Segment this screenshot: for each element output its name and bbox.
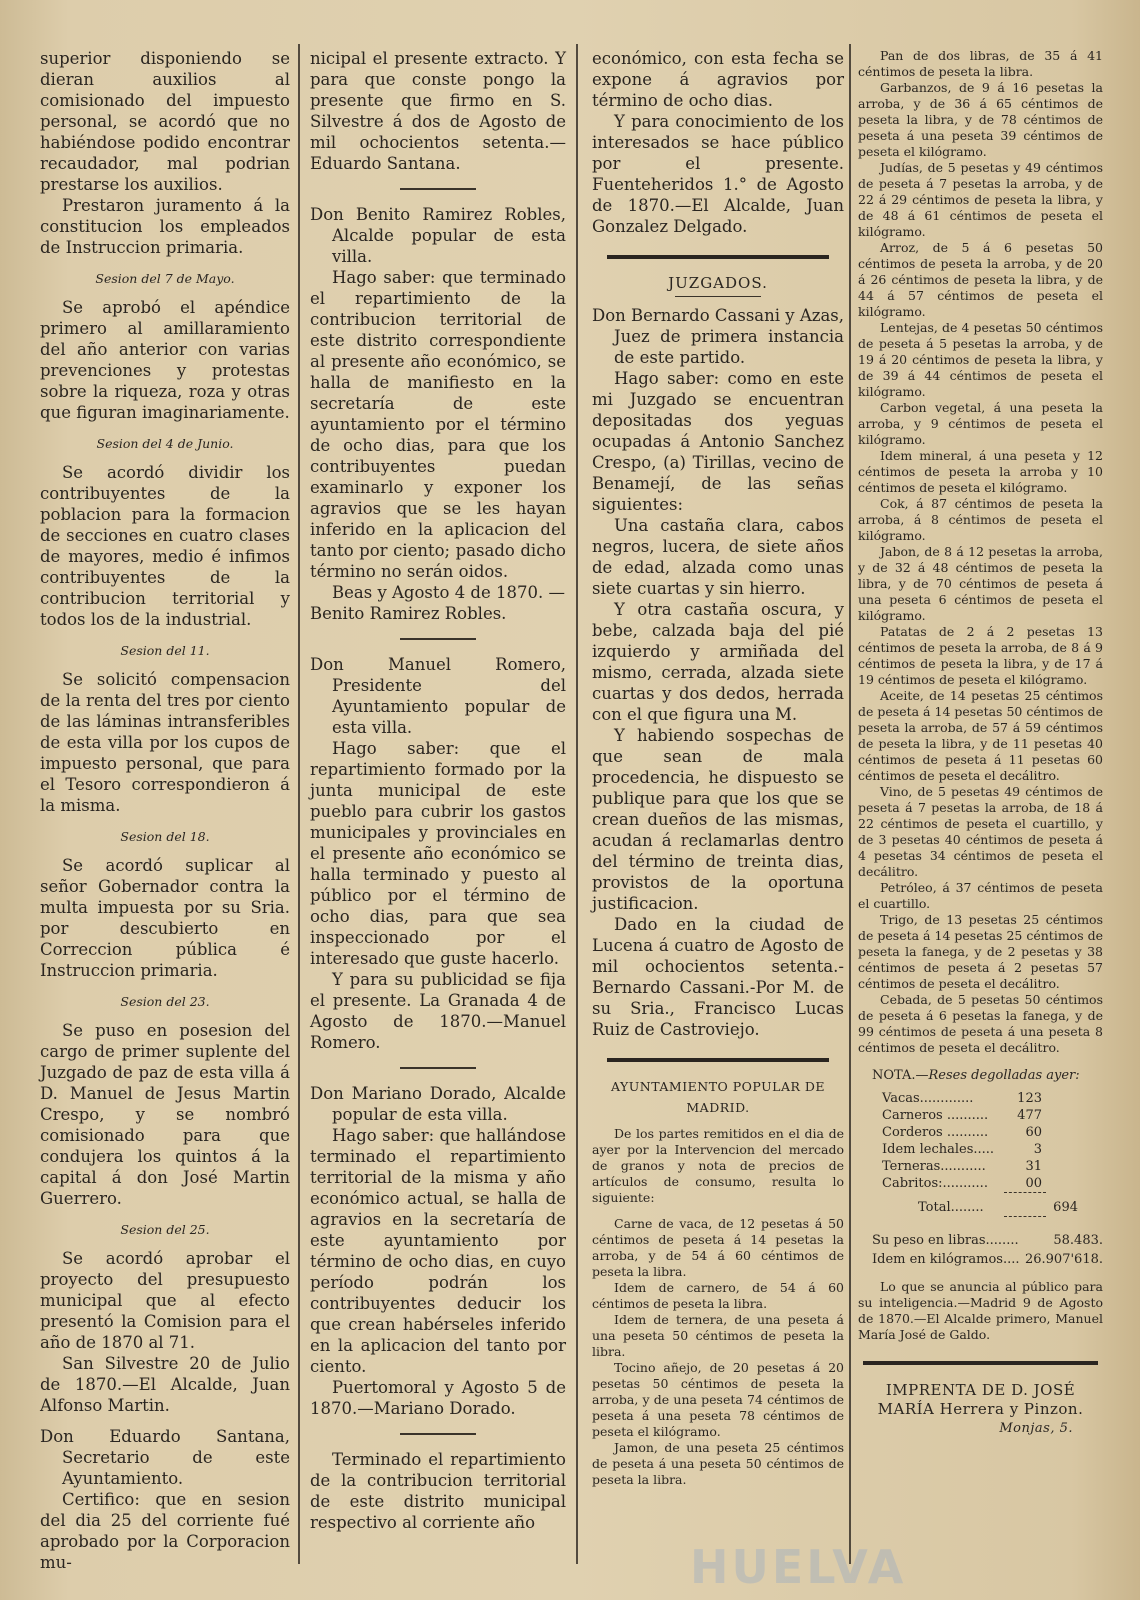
price-item: Arroz, de 5 á 6 pesetas 50 céntimos de peseta la arroba, y de 20 á 26 céntimos de peseta la libra, y de 44 á 57 céntimos de peseta el kilógramo. <box>858 240 1103 319</box>
separator-rule <box>607 255 829 259</box>
total-row: Total........ 694 <box>918 1200 1078 1215</box>
paragraph: Certifico: que en sesion del dia 25 del corriente fué aprobado por la Corporacion mu- <box>40 1490 290 1572</box>
notice-heading: Don Benito Ramirez Robles, Alcalde popular de esta villa. <box>310 205 566 266</box>
paragraph: Prestaron juramento á la constitucion los empleados de Instruccion primaria. <box>40 196 290 257</box>
signature: Beas y Agosto 4 de 1870. —Benito Ramirez Robles. <box>310 583 565 623</box>
table-row: Carneros .......... 477 <box>882 1108 1042 1123</box>
notice-heading: Don Bernardo Cassani y Azas, Juez de primera instancia de este partido. <box>592 306 845 367</box>
notice-heading: Don Mariano Dorado, Alcalde popular de esta villa. <box>310 1084 566 1124</box>
paragraph: Se solicitó compensacion de la renta del tres por ciento de las láminas intransferibles de esta villa por los cupos de impuesto personal, que para el Tesoro correspondieron á la misma. <box>40 670 290 815</box>
paragraph: Dado en la ciudad de Lucena á cuatro de Agosto de mil ochocientos setenta.-Bernardo Cassani.-Por M. de su Sria., Francisco Lucas Ruiz de Castroviejo. <box>592 915 844 1039</box>
price-item: Cok, á 87 céntimos de peseta la arroba, á 8 céntimos de peseta el kilógramo. <box>858 496 1103 543</box>
section-heading <box>592 1076 844 1118</box>
paragraph: Se acordó aprobar el proyecto del presupuesto municipal que al efecto presentó la Comision para el año de 1870 al 71. <box>40 1249 290 1352</box>
price-item: Tocino añejo, de 20 pesetas á 20 pesetas 50 céntimos de peseta la arroba, y de una peseta 74 céntimos de peseta á una peseta 78 céntimos de peseta el kilógramo. <box>592 1360 844 1439</box>
separator-rule <box>675 296 761 297</box>
archive-watermark: HUELVA <box>690 1540 907 1594</box>
price-item: Pan de dos libras, de 35 á 41 céntimos de peseta la libra. <box>858 48 1103 79</box>
table-row: Idem lechales..... 3 <box>882 1142 1042 1157</box>
paragraph: Se aprobó el apéndice primero al amillaramiento del año anterior con varias prevenciones y protestas sobre la riqueza, roza y otras que figuran imaginariamente. <box>40 298 290 422</box>
column-3 <box>592 48 844 1558</box>
separator-rule <box>863 1361 1098 1365</box>
session-heading: Sesion del 11. <box>120 643 210 658</box>
column-divider <box>849 44 851 1564</box>
separator-rule <box>400 188 477 190</box>
weight-row <box>858 1250 1103 1269</box>
weight-label: Su peso en libras........ <box>872 1233 1019 1248</box>
session-heading: Sesion del 4 de Junio. <box>96 436 234 451</box>
paragraph: Y habiendo sospechas de que sean de mala procedencia, he dispuesto se publique para que los que se crean dueños de las mismas, acudan á reclamarlas dentro del término de treinta dias, provistos de la oportuna justificacion. <box>592 726 844 913</box>
price-item: Judías, de 5 pesetas y 49 céntimos de peseta á 7 pesetas la arroba, y de 22 á 29 céntimos de peseta la libra, y de 48 á 61 céntimos de peseta el kilógramo. <box>858 160 1103 239</box>
weight-row <box>858 1231 1103 1250</box>
price-item: Aceite, de 14 pesetas 25 céntimos de peseta á 14 pesetas 50 céntimos de peseta la arroba, de 57 á 59 céntimos de peseta la libra, y de 11 pesetas 40 céntimos de peseta á 11 pesetas 60 céntimos de peseta el decálitro. <box>858 688 1103 783</box>
paragraph: Hago saber: que terminado el repartimiento de la contribucion territorial de este distrito correspondiente al presente año económico, se halla de manifiesto en la secretaría de este ayuntamiento por el término de ocho dias, para que los contribuyentes puedan examinarlo y exponer los agravios que se les hayan inferido en la aplicacion del tanto por ciento; pasado dicho término no serán oidos. <box>310 268 566 581</box>
paragraph: Y para conocimiento de los interesados se hace público por el presente. Fuenteheridos 1.° de Agosto de 1870.—El Alcalde, Juan Gonzalez Delgado. <box>592 112 844 236</box>
price-item: Idem mineral, á una peseta y 12 céntimos de peseta la arroba y 10 céntimos de peseta el kilógramo. <box>858 448 1103 495</box>
paragraph: Terminado el repartimiento de la contribucion territorial de este distrito municipal respectivo al corriente año <box>310 1450 566 1532</box>
closing-paragraph: Lo que se anuncia al público para su inteligencia.—Madrid 9 de Agosto de 1870.—El Alcalde primero, Manuel María José de Galdo. <box>858 1279 1103 1342</box>
paragraph: nicipal el presente extracto. Y para que conste pongo la presente que firmo en S. Silvestre á dos de Agosto de mil ochocientos setenta.—Eduardo Santana. <box>310 49 566 173</box>
price-item: Vino, de 5 pesetas 49 céntimos de peseta á 7 pesetas la arroba, de 18 á 22 céntimos de peseta el cuartillo, y de 3 pesetas 40 céntimos de peseta á 4 pesetas 34 céntimos de peseta el decálitro. <box>858 784 1103 879</box>
price-item: Petróleo, á 37 céntimos de peseta el cuartillo. <box>858 880 1103 911</box>
price-item: Idem de ternera, de una peseta á una peseta 50 céntimos de peseta la libra. <box>592 1312 844 1359</box>
paragraph: Se acordó dividir los contribuyentes de la poblacion para la formacion de secciones en cuatro clases de mayores, medio é infimos contribuyentes de la contribucion territorial y todos los de la industrial. <box>40 463 290 629</box>
price-item: Carne de vaca, de 12 pesetas á 50 céntimos de peseta á 14 pesetas la arroba, y de 54 á 60 céntimos de peseta la libra. <box>592 1216 844 1279</box>
price-item: Jamon, de una peseta 25 céntimos de peseta á una peseta 50 céntimos de peseta la libra. <box>592 1440 844 1487</box>
table-row: Terneras........... 31 <box>882 1159 1042 1174</box>
printer-name: IMPRENTA DE D. JOSÉ MARÍA Herrera y Pinzon. <box>877 1381 1084 1418</box>
column-divider <box>576 44 578 1564</box>
paragraph: Y otra castaña oscura, y bebe, calzada baja del pié izquierdo y armiñada del mismo, cerrada, alzada siete cuartas y dos dedos, herrada con el que figura una M. <box>592 600 844 724</box>
signature: Y para su publicidad se fija el presente. La Granada 4 de Agosto de 1870.—Manuel Romero. <box>310 970 566 1052</box>
price-item: Trigo, de 13 pesetas 25 céntimos de peseta á 14 pesetas 25 céntimos de peseta la fanega, y de 2 pesetas y 38 céntimos de peseta á 2 pesetas 57 céntimos de peseta el decálitro. <box>858 912 1103 991</box>
notice-heading: Don Eduardo Santana, Secretario de este Ayuntamiento. <box>40 1427 290 1488</box>
livestock-table <box>882 1090 1042 1192</box>
printer-imprint <box>858 1381 1103 1438</box>
total-table <box>882 1199 1078 1216</box>
weight-label: Idem en kilógramos.... <box>872 1252 1020 1267</box>
paragraph: superior disponiendo se dieran auxilios al comisionado del impuesto personal, se acordó que no habiéndose podido encontrar recaudador, mal podrian prestarse los auxilios. <box>40 49 290 194</box>
printer-address: Monjas, 5. <box>999 1421 1073 1436</box>
column-2 <box>310 48 566 1558</box>
paragraph: Se acordó suplicar al señor Gobernador contra la multa impuesta por su Sria. por descubierto en Correccion pública é Instruccion primaria. <box>40 856 290 980</box>
paragraph: Hago saber: como en este mi Juzgado se encuentran depositadas dos yeguas ocupadas á Antonio Sanchez Crespo, (a) Tirillas, vecino de Benamejí, de las señas siguientes: <box>592 369 844 514</box>
livestock-note <box>858 1068 1103 1343</box>
price-item: Garbanzos, de 9 á 16 pesetas la arroba, y de 36 á 65 céntimos de peseta la libra, y de 78 céntimos de peseta á una peseta 39 céntimos de peseta el kilógramo. <box>858 80 1103 159</box>
price-item: Jabon, de 8 á 12 pesetas la arroba, y de 32 á 48 céntimos de peseta la libra, y de 70 céntimos de peseta á una peseta 6 céntimos de peseta el kilógramo. <box>858 544 1103 623</box>
price-item: Patatas de 2 á 2 pesetas 13 céntimos de peseta la arroba, de 8 á 9 céntimos de peseta la libra, y de 17 á 19 céntimos de peseta el kilógramo. <box>858 624 1103 687</box>
session-heading: Sesion del 7 de Mayo. <box>95 271 235 286</box>
column-4 <box>858 48 1103 1558</box>
table-row: Cabritos:........... 00 <box>882 1176 1042 1191</box>
column-divider <box>298 44 300 1564</box>
section-heading-city: MADRID. <box>686 1100 750 1115</box>
note-label: NOTA. <box>872 1068 916 1083</box>
paragraph: Se puso en posesion del cargo de primer suplente del Juzgado de paz de esta villa á D. Manuel de Jesus Martin Crespo, y se nombró comisionado para que condujera los quintos á la capital á don José Martin Guerrero. <box>40 1021 290 1208</box>
column-1 <box>40 48 290 1572</box>
price-item: Carbon vegetal, á una peseta la arroba, y 9 céntimos de peseta el kilógramo. <box>858 400 1103 447</box>
weight-value: 26.907'618. <box>1024 1252 1103 1267</box>
separator-rule <box>400 638 477 640</box>
session-heading: Sesion del 23. <box>120 994 210 1009</box>
weight-value: 58.483. <box>1053 1233 1103 1248</box>
paragraph: Hago saber: que hallándose terminado el repartimiento territorial de la misma y año económico actual, se halla de agravios en la secretaría de este ayuntamiento por término de ocho dias, en cuyo período podrán los contribuyentes deducir los que crean habérseles inferido en la aplicacion del tanto por ciento. <box>310 1126 566 1376</box>
total-rule <box>1004 1192 1046 1197</box>
session-heading: Sesion del 25. <box>120 1222 210 1237</box>
note-title: —Reses degolladas ayer: <box>915 1068 1080 1083</box>
price-item: Cebada, de 5 pesetas 50 céntimos de peseta á 6 pesetas la fanega, y de 99 céntimos de peseta á una peseta 8 céntimos de peseta el decálitro. <box>858 992 1103 1055</box>
price-item: Lentejas, de 4 pesetas 50 céntimos de peseta á 5 pesetas la arroba, y de 19 á 20 céntimos de peseta la libra, y de 39 á 44 céntimos de peseta el kilógramo. <box>858 320 1103 399</box>
session-heading: Sesion del 18. <box>120 829 210 844</box>
separator-rule <box>400 1067 477 1069</box>
section-heading-line: AYUNTAMIENTO POPULAR DE <box>610 1079 826 1094</box>
separator-rule <box>607 1058 829 1062</box>
price-item: Idem de carnero, de 54 á 60 céntimos de peseta la libra. <box>592 1280 844 1311</box>
signature: Puertomoral y Agosto 5 de 1870.—Mariano Dorado. <box>310 1378 566 1418</box>
notice-heading: Don Manuel Romero, Presidente del Ayuntamiento popular de esta villa. <box>310 655 566 737</box>
signature: San Silvestre 20 de Julio de 1870.—El Alcalde, Juan Alfonso Martin. <box>40 1354 290 1415</box>
paragraph: Una castaña clara, cabos negros, lucera, de siete años de edad, alzada como unas siete cuartas y sin hierro. <box>592 516 844 598</box>
paragraph: económico, con esta fecha se expone á agravios por término de ocho dias. <box>592 49 844 110</box>
table-row: Vacas............. 123 <box>882 1091 1042 1106</box>
separator-rule <box>400 1433 477 1435</box>
table-row: Corderos .......... 60 <box>882 1125 1042 1140</box>
section-heading: JUZGADOS. <box>668 274 768 292</box>
paragraph: Hago saber: que el repartimiento formado por la junta municipal de este pueblo para cubrir los gastos municipales y provinciales en el presente año económico se halla terminado y puesto al público por el término de ocho dias, para que sea inspeccionado por el interesado que guste hacerlo. <box>310 739 566 968</box>
paragraph: De los partes remitidos en el dia de ayer por la Intervencion del mercado de granos y nota de precios de artículos de consumo, resulta lo siguiente: <box>592 1126 844 1205</box>
